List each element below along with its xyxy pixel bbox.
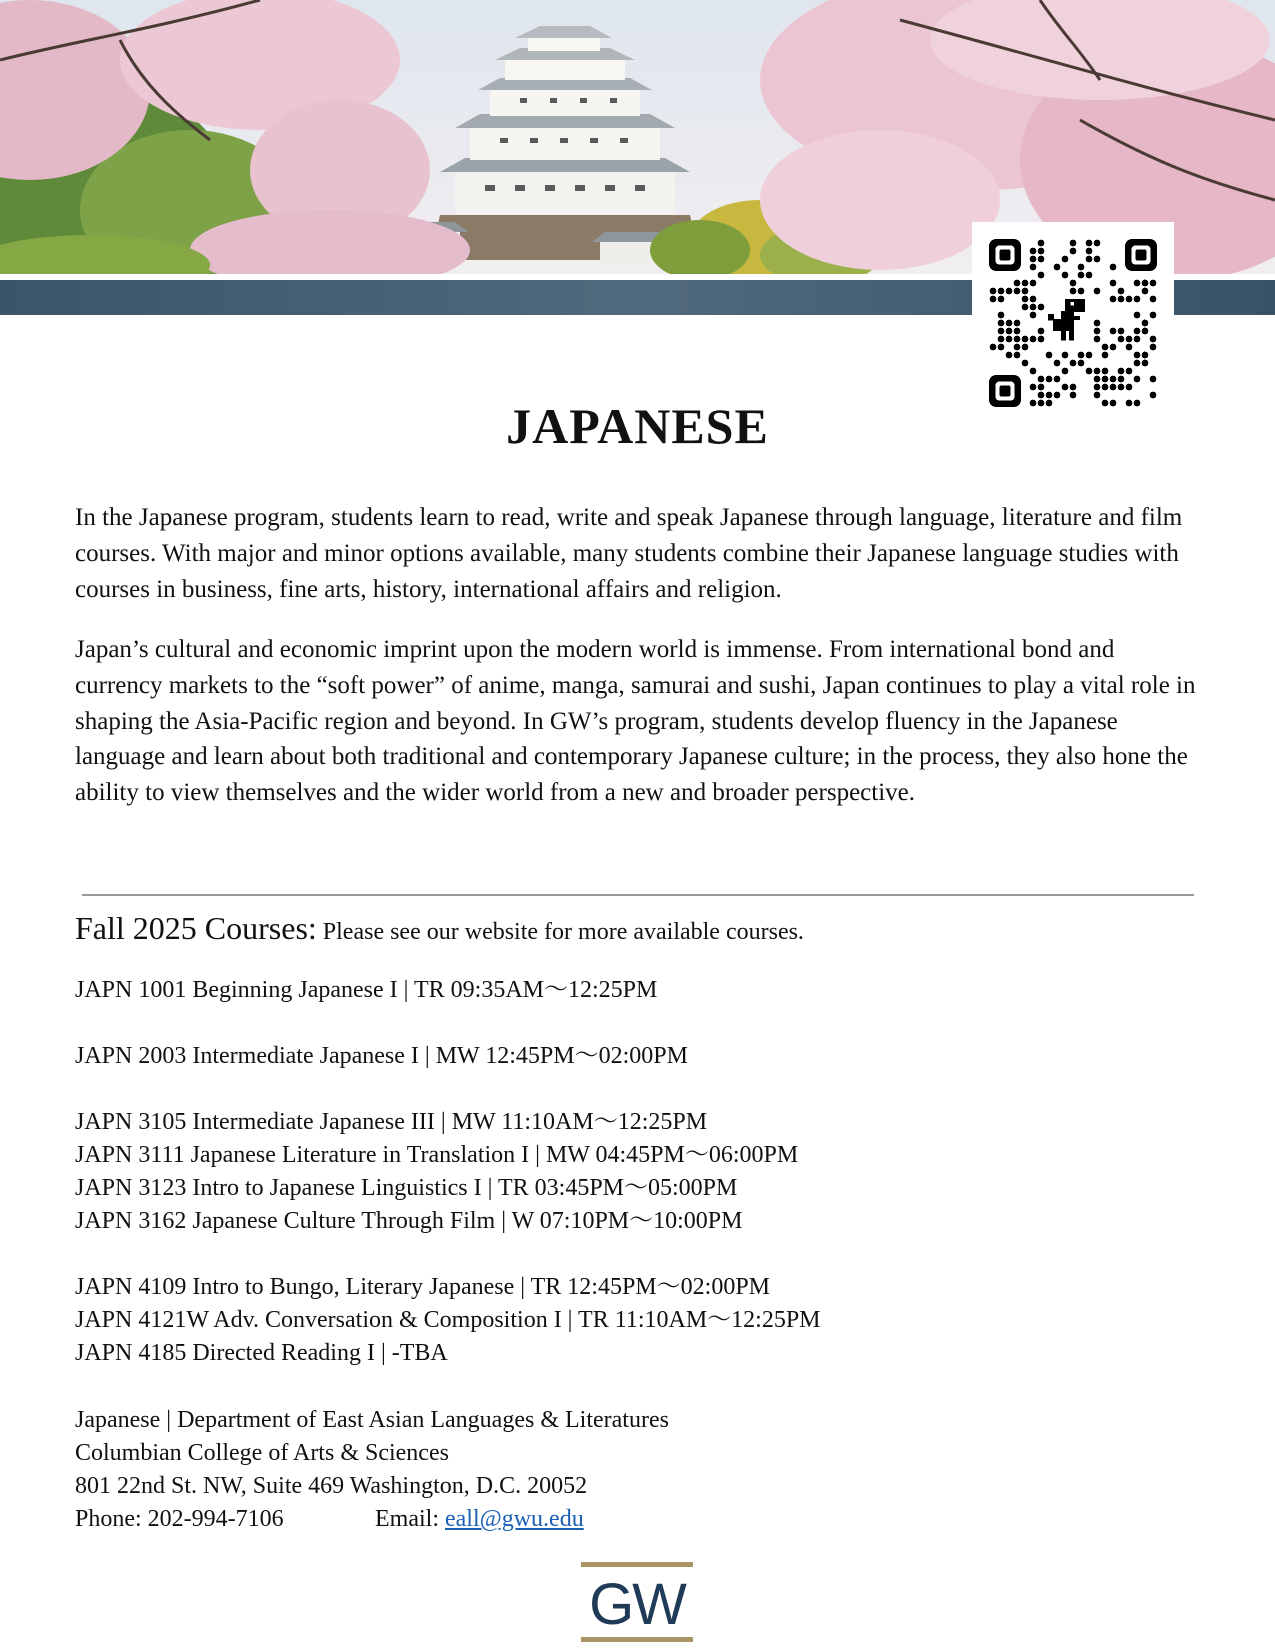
- courses-title: Fall 2025 Courses:: [75, 910, 317, 946]
- qr-module: [1126, 296, 1133, 303]
- qr-module: [1062, 352, 1069, 359]
- qr-module: [1030, 280, 1037, 287]
- gw-logo-mark: [581, 1562, 693, 1642]
- qr-module: [1070, 360, 1077, 367]
- qr-module: [1142, 288, 1149, 295]
- course-item: JAPN 4121W Adv. Conversation & Composition I | TR 11:10AM～12:25PM: [75, 1307, 821, 1333]
- course-item: JAPN 4109 Intro to Bungo, Literary Japanese | TR 12:45PM～02:00PM: [75, 1274, 771, 1300]
- qr-module: [1126, 344, 1133, 351]
- qr-module: [1022, 336, 1029, 343]
- intro-paragraph-1: In the Japanese program, students learn to read, write and speak Japanese through language, literature and film courses. With major and minor options available, many students combine their Japanese language studies with courses in business, fine arts, history, international affairs and religion.: [75, 504, 1183, 603]
- qr-module: [1006, 288, 1013, 295]
- qr-module: [1014, 352, 1021, 359]
- qr-module: [1126, 336, 1133, 343]
- course-item: JAPN 3123 Intro to Japanese Linguistics I | TR 03:45PM～05:00PM: [75, 1175, 738, 1201]
- qr-module: [1134, 336, 1141, 343]
- qr-module: [1134, 360, 1141, 367]
- course-item: JAPN 2003 Intermediate Japanese I | MW 12:45PM～02:00PM: [75, 1043, 688, 1069]
- qr-module: [1142, 352, 1149, 359]
- qr-module: [1038, 272, 1045, 279]
- qr-module: [1078, 272, 1085, 279]
- qr-module: [1078, 288, 1085, 295]
- contact-department: Japanese | Department of East Asian Languages & Literatures: [75, 1407, 669, 1433]
- qr-module: [1054, 264, 1061, 271]
- qr-module: [1022, 304, 1029, 311]
- qr-module: [1118, 336, 1125, 343]
- qr-module: [1102, 368, 1109, 375]
- qr-module: [1110, 376, 1117, 383]
- qr-module: [998, 288, 1005, 295]
- qr-module: [1110, 384, 1117, 391]
- qr-module: [1030, 312, 1037, 319]
- qr-module: [1046, 352, 1053, 359]
- qr-module: [1014, 280, 1021, 287]
- qr-module: [1110, 280, 1117, 287]
- qr-module: [1150, 376, 1157, 383]
- qr-module: [1150, 344, 1157, 351]
- qr-module: [1030, 384, 1037, 391]
- qr-module: [1078, 352, 1085, 359]
- qr-module: [1014, 344, 1021, 351]
- qr-module: [1142, 328, 1149, 335]
- qr-module: [1014, 336, 1021, 343]
- qr-module: [1006, 328, 1013, 335]
- qr-module: [998, 336, 1005, 343]
- qr-module: [1086, 240, 1093, 247]
- qr-module: [1038, 328, 1045, 335]
- qr-module: [1126, 368, 1133, 375]
- qr-module: [998, 312, 1005, 319]
- qr-module: [1118, 288, 1125, 295]
- contact-college: Columbian College of Arts & Sciences: [75, 1440, 449, 1466]
- course-item: JAPN 4185 Directed Reading I | -TBA: [75, 1340, 448, 1366]
- qr-module: [1038, 248, 1045, 255]
- course-item: JAPN 3105 Intermediate Japanese III | MW 11:10AM～12:25PM: [75, 1109, 708, 1135]
- qr-module: [1110, 328, 1117, 335]
- section-divider: [82, 894, 1194, 896]
- qr-module: [1118, 328, 1125, 335]
- qr-module: [1110, 344, 1117, 351]
- qr-module: [1086, 368, 1093, 375]
- qr-module: [1038, 384, 1045, 391]
- qr-module: [998, 328, 1005, 335]
- qr-module: [1030, 264, 1037, 271]
- qr-module: [1030, 336, 1037, 343]
- course-item: JAPN 1001 Beginning Japanese I | TR 09:35AM～12:25PM: [75, 977, 658, 1003]
- qr-module: [1094, 256, 1101, 263]
- qr-module: [1094, 368, 1101, 375]
- qr-module: [1062, 384, 1069, 391]
- qr-module: [1054, 360, 1061, 367]
- qr-module: [1094, 240, 1101, 247]
- qr-module: [1102, 344, 1109, 351]
- qr-module: [998, 320, 1005, 327]
- qr-module: [1134, 376, 1141, 383]
- intro-paragraph-2: Japan’s cultural and economic imprint upon the modern world is immense. From international bond and currency markets to the “soft power” of anime, manga, samurai and sushi, Japan continues to play a vital role in shaping the Asia-Pacific region and beyond. In GW’s program, students develop fluency in the Japanese language and learn about both traditional and contemporary Japanese culture; in the process, they also hone the ability to view themselves and the wider world from a new and broader perspective.: [75, 636, 1196, 807]
- logo-top-bar: [581, 1562, 693, 1567]
- qr-module: [998, 296, 1005, 303]
- qr-module: [1030, 256, 1037, 263]
- qr-module: [1134, 328, 1141, 335]
- qr-module: [1070, 248, 1077, 255]
- qr-module: [1022, 280, 1029, 287]
- contact-phone: Phone: 202-994-7106: [75, 1506, 284, 1532]
- qr-module: [1118, 376, 1125, 383]
- qr-module: [1142, 320, 1149, 327]
- qr-module: [1110, 264, 1117, 271]
- qr-module: [998, 344, 1005, 351]
- qr-module: [1014, 320, 1021, 327]
- qr-module: [1118, 384, 1125, 391]
- qr-module: [1070, 240, 1077, 247]
- qr-module: [1142, 360, 1149, 367]
- qr-module: [990, 288, 997, 295]
- qr-module: [990, 344, 997, 351]
- qr-module: [1102, 352, 1109, 359]
- qr-module: [1094, 328, 1101, 335]
- qr-module: [1102, 376, 1109, 383]
- contact-email: [375, 1504, 584, 1534]
- course-item: JAPN 3162 Japanese Culture Through Film | W 07:10PM～10:00PM: [75, 1208, 743, 1234]
- qr-module: [1038, 240, 1045, 247]
- qr-module: [1062, 256, 1069, 263]
- qr-module: [1022, 360, 1029, 367]
- qr-module: [1150, 280, 1157, 287]
- qr-module: [1062, 368, 1069, 375]
- qr-module: [1038, 376, 1045, 383]
- qr-module: [1070, 288, 1077, 295]
- qr-code-card[interactable]: [972, 222, 1174, 414]
- qr-module: [1118, 368, 1125, 375]
- qr-module: [1078, 264, 1085, 271]
- qr-module: [1086, 248, 1093, 255]
- qr-module: [1030, 368, 1037, 375]
- qr-module: [1022, 296, 1029, 303]
- qr-module: [1054, 376, 1061, 383]
- qr-module: [1086, 352, 1093, 359]
- qr-module: [1078, 360, 1085, 367]
- qr-module: [1030, 296, 1037, 303]
- gw-logo: [581, 1562, 693, 1642]
- qr-module: [1006, 336, 1013, 343]
- course-item: JAPN 3111 Japanese Literature in Translation I | MW 04:45PM～06:00PM: [75, 1142, 799, 1168]
- courses-note: Please see our website for more available courses.: [316, 919, 804, 945]
- qr-module: [1014, 328, 1021, 335]
- qr-module: [1038, 256, 1045, 263]
- qr-module: [1094, 288, 1101, 295]
- qr-module: [1134, 280, 1141, 287]
- qr-module: [1134, 352, 1141, 359]
- qr-module: [1014, 288, 1021, 295]
- qr-module: [1094, 336, 1101, 343]
- qr-module: [1118, 296, 1125, 303]
- qr-module: [1046, 376, 1053, 383]
- email-label: Email:: [375, 1506, 445, 1532]
- logo-text: GW: [589, 1572, 685, 1637]
- email-link[interactable]: eall@gwu.edu: [444, 1506, 584, 1532]
- qr-module: [1150, 336, 1157, 343]
- qr-module: [1086, 272, 1093, 279]
- contact-address: 801 22nd St. NW, Suite 469 Washington, D.C. 20052: [75, 1473, 588, 1499]
- qr-module: [1134, 312, 1141, 319]
- qr-module: [1006, 320, 1013, 327]
- qr-module: [1030, 304, 1037, 311]
- courses-heading: [75, 910, 804, 947]
- qr-module: [1134, 296, 1141, 303]
- qr-module: [1150, 296, 1157, 303]
- qr-module: [1142, 280, 1149, 287]
- qr-module: [1062, 272, 1069, 279]
- qr-module: [1094, 376, 1101, 383]
- qr-module: [1038, 336, 1045, 343]
- qr-module: [1070, 280, 1077, 287]
- qr-module: [1126, 384, 1133, 391]
- qr-module: [1110, 296, 1117, 303]
- qr-module: [1086, 256, 1093, 263]
- logo-bottom-bar: [581, 1637, 693, 1642]
- qr-module: [1038, 304, 1045, 311]
- qr-module: [1094, 384, 1101, 391]
- qr-module: [1070, 384, 1077, 391]
- qr-module: [1006, 352, 1013, 359]
- qr-module: [1102, 384, 1109, 391]
- qr-module: [1094, 320, 1101, 327]
- qr-module: [1022, 344, 1029, 351]
- qr-module: [1030, 248, 1037, 255]
- page-title: JAPANESE: [506, 398, 769, 454]
- qr-module: [1150, 312, 1157, 319]
- qr-module: [1022, 288, 1029, 295]
- qr-module: [990, 296, 997, 303]
- qr-code-icon: [989, 239, 1157, 407]
